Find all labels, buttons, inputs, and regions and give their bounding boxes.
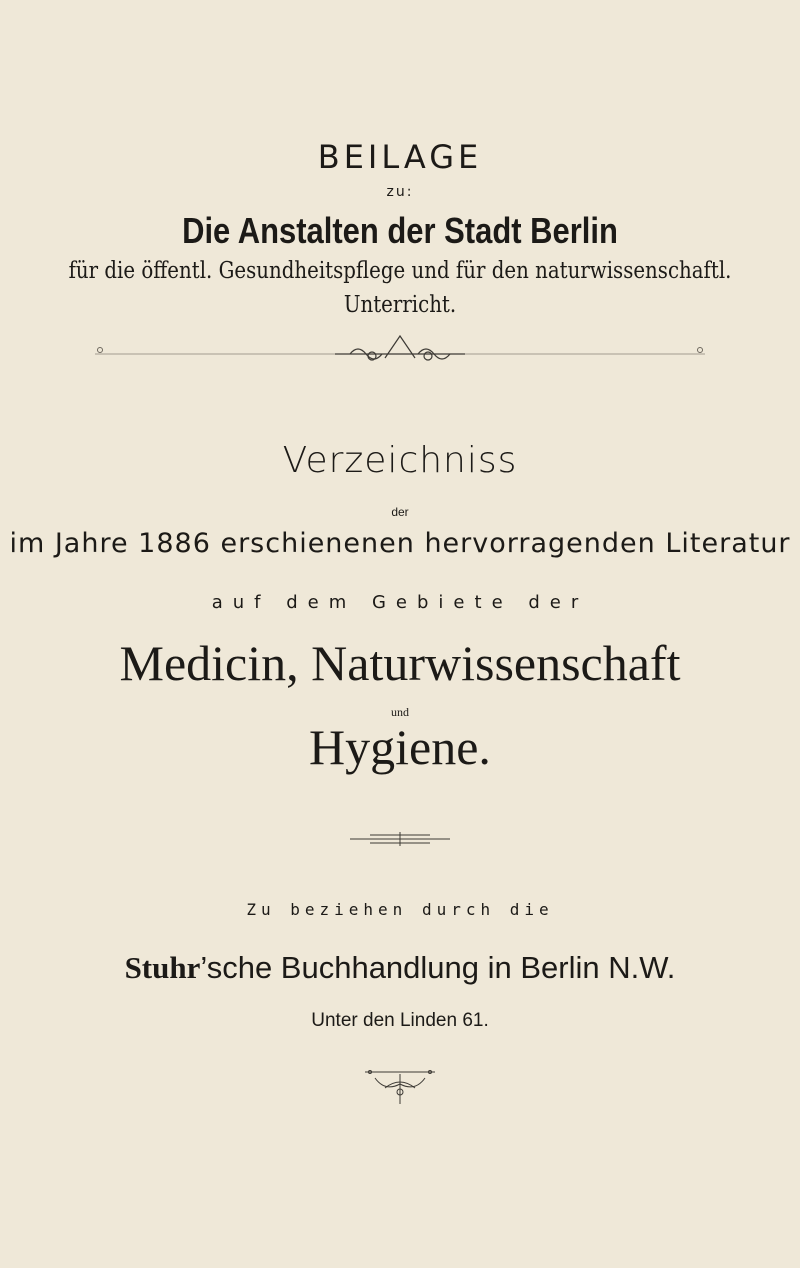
publisher-line [0,950,800,986]
subtitle-line-1: für die öffentl. Gesundheitspflege und für den naturwissenschaftl. [68,258,732,284]
publisher-name: Stuhr [124,950,201,985]
hygiene-line: Hygiene. [309,719,491,775]
publisher-rest: ’sche Buchhandlung in Berlin N.W. [200,950,676,985]
zu-label: zu: [386,184,414,200]
main-title: Die Anstalten der Stadt Berlin [182,210,618,251]
zu-beziehen-line: Zu beziehen durch die [246,900,554,919]
small-rule-ornament-icon [0,828,800,850]
der-label: der [391,505,409,519]
rule-ornament-icon [0,334,800,374]
vignette-ornament-icon [0,1062,800,1108]
verzeichniss-heading: Verzeichniss [282,440,518,481]
address-line: Unter den Linden 61. [311,1010,489,1031]
und-label: und [391,705,409,719]
subtitle-line-2: Unterricht. [343,292,457,318]
medicin-line: Medicin, Naturwissenschaft [119,635,681,691]
im-jahre-line: im Jahre 1886 erschienenen hervorragenden Literatur [9,528,791,559]
beilage-heading: BEILAGE [317,138,483,176]
auf-dem-gebiete-line: auf dem Gebiete der [211,592,589,613]
